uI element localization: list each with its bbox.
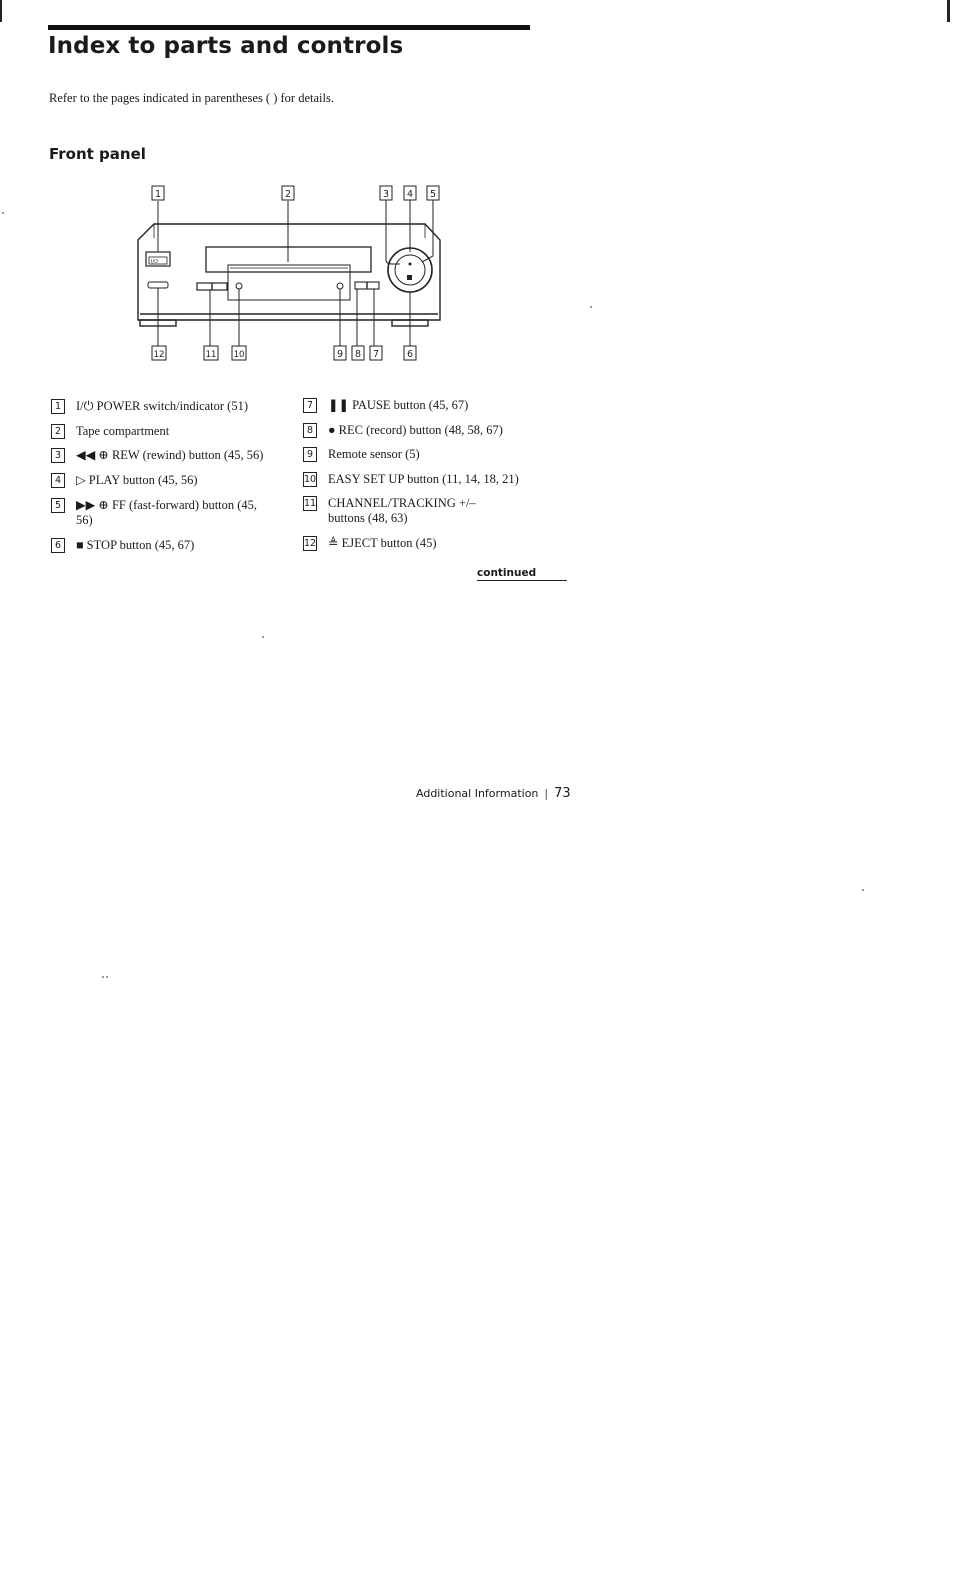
item-text: ❚❚ PAUSE button (45, 67) bbox=[328, 398, 469, 412]
item-text: Remote sensor (5) bbox=[328, 447, 420, 461]
item-text: CHANNEL/TRACKING +/– buttons (48, 63) bbox=[328, 496, 476, 525]
section-heading: Front panel bbox=[49, 145, 146, 163]
item-text: I/⏻ POWER switch/indicator (51) bbox=[76, 399, 249, 413]
item-text: ≜ EJECT button (45) bbox=[328, 536, 437, 550]
page-title: Index to parts and controls bbox=[48, 33, 404, 59]
continued-label: continued bbox=[477, 567, 567, 581]
callout-5: 5 bbox=[429, 189, 437, 200]
item-text: ◀◀ ⊕ REW (rewind) button (45, 56) bbox=[76, 448, 264, 462]
scan-speck bbox=[262, 636, 264, 638]
item-text: ▶▶ ⊕ FF (fast-forward) button (45, 56) bbox=[76, 498, 258, 527]
item-number: 12 bbox=[304, 538, 317, 549]
power-label: I/⏻ bbox=[151, 259, 159, 265]
item-number: 9 bbox=[303, 447, 317, 462]
item-number: 3 bbox=[51, 448, 65, 463]
vcr-body bbox=[138, 224, 440, 326]
callout-12: 12 bbox=[153, 350, 165, 360]
title-rule bbox=[48, 25, 530, 30]
parts-list-left bbox=[51, 399, 301, 559]
callout-11: 11 bbox=[205, 350, 217, 360]
callout-8: 8 bbox=[354, 349, 362, 360]
footer-separator: | bbox=[544, 787, 549, 800]
item-number: 10 bbox=[304, 474, 317, 485]
callout-3: 3 bbox=[382, 189, 390, 200]
callout-2: 2 bbox=[284, 189, 292, 200]
callout-9: 9 bbox=[336, 349, 344, 360]
intro-text: Refer to the pages indicated in parentheses ( ) for details. bbox=[49, 91, 334, 105]
callout-1: 1 bbox=[154, 189, 162, 200]
item-number: 4 bbox=[51, 473, 65, 488]
item-number: 2 bbox=[51, 424, 65, 439]
callout-boxes bbox=[152, 186, 439, 360]
item-text: ▷ PLAY button (45, 56) bbox=[76, 473, 198, 487]
item-text: EASY SET UP button (11, 14, 18, 21) bbox=[328, 472, 519, 486]
parts-list-right bbox=[303, 398, 563, 558]
callout-7: 7 bbox=[372, 349, 380, 360]
front-panel-diagram bbox=[120, 180, 460, 365]
page-footer bbox=[416, 786, 571, 801]
scan-speck bbox=[106, 976, 108, 978]
callout-10: 10 bbox=[233, 350, 245, 360]
item-text: ● REC (record) button (48, 58, 67) bbox=[328, 423, 503, 437]
page-number: 73 bbox=[554, 786, 571, 801]
item-text: Tape compartment bbox=[76, 424, 170, 438]
scan-speck bbox=[590, 306, 592, 308]
item-number: 6 bbox=[51, 538, 65, 553]
item-number: 11 bbox=[304, 498, 317, 509]
callout-4: 4 bbox=[406, 189, 414, 200]
item-number: 5 bbox=[51, 498, 65, 513]
page-edge-mark bbox=[947, 0, 950, 22]
item-number: 7 bbox=[303, 398, 317, 413]
item-text: ■ STOP button (45, 67) bbox=[76, 538, 195, 552]
scan-speck bbox=[2, 212, 4, 214]
page-edge-mark bbox=[0, 0, 2, 22]
item-number: 8 bbox=[303, 423, 317, 438]
item-number: 1 bbox=[51, 399, 65, 414]
scan-speck bbox=[862, 889, 864, 891]
scan-speck bbox=[102, 976, 104, 978]
footer-section: Additional Information bbox=[416, 787, 539, 800]
callout-6: 6 bbox=[406, 349, 414, 360]
